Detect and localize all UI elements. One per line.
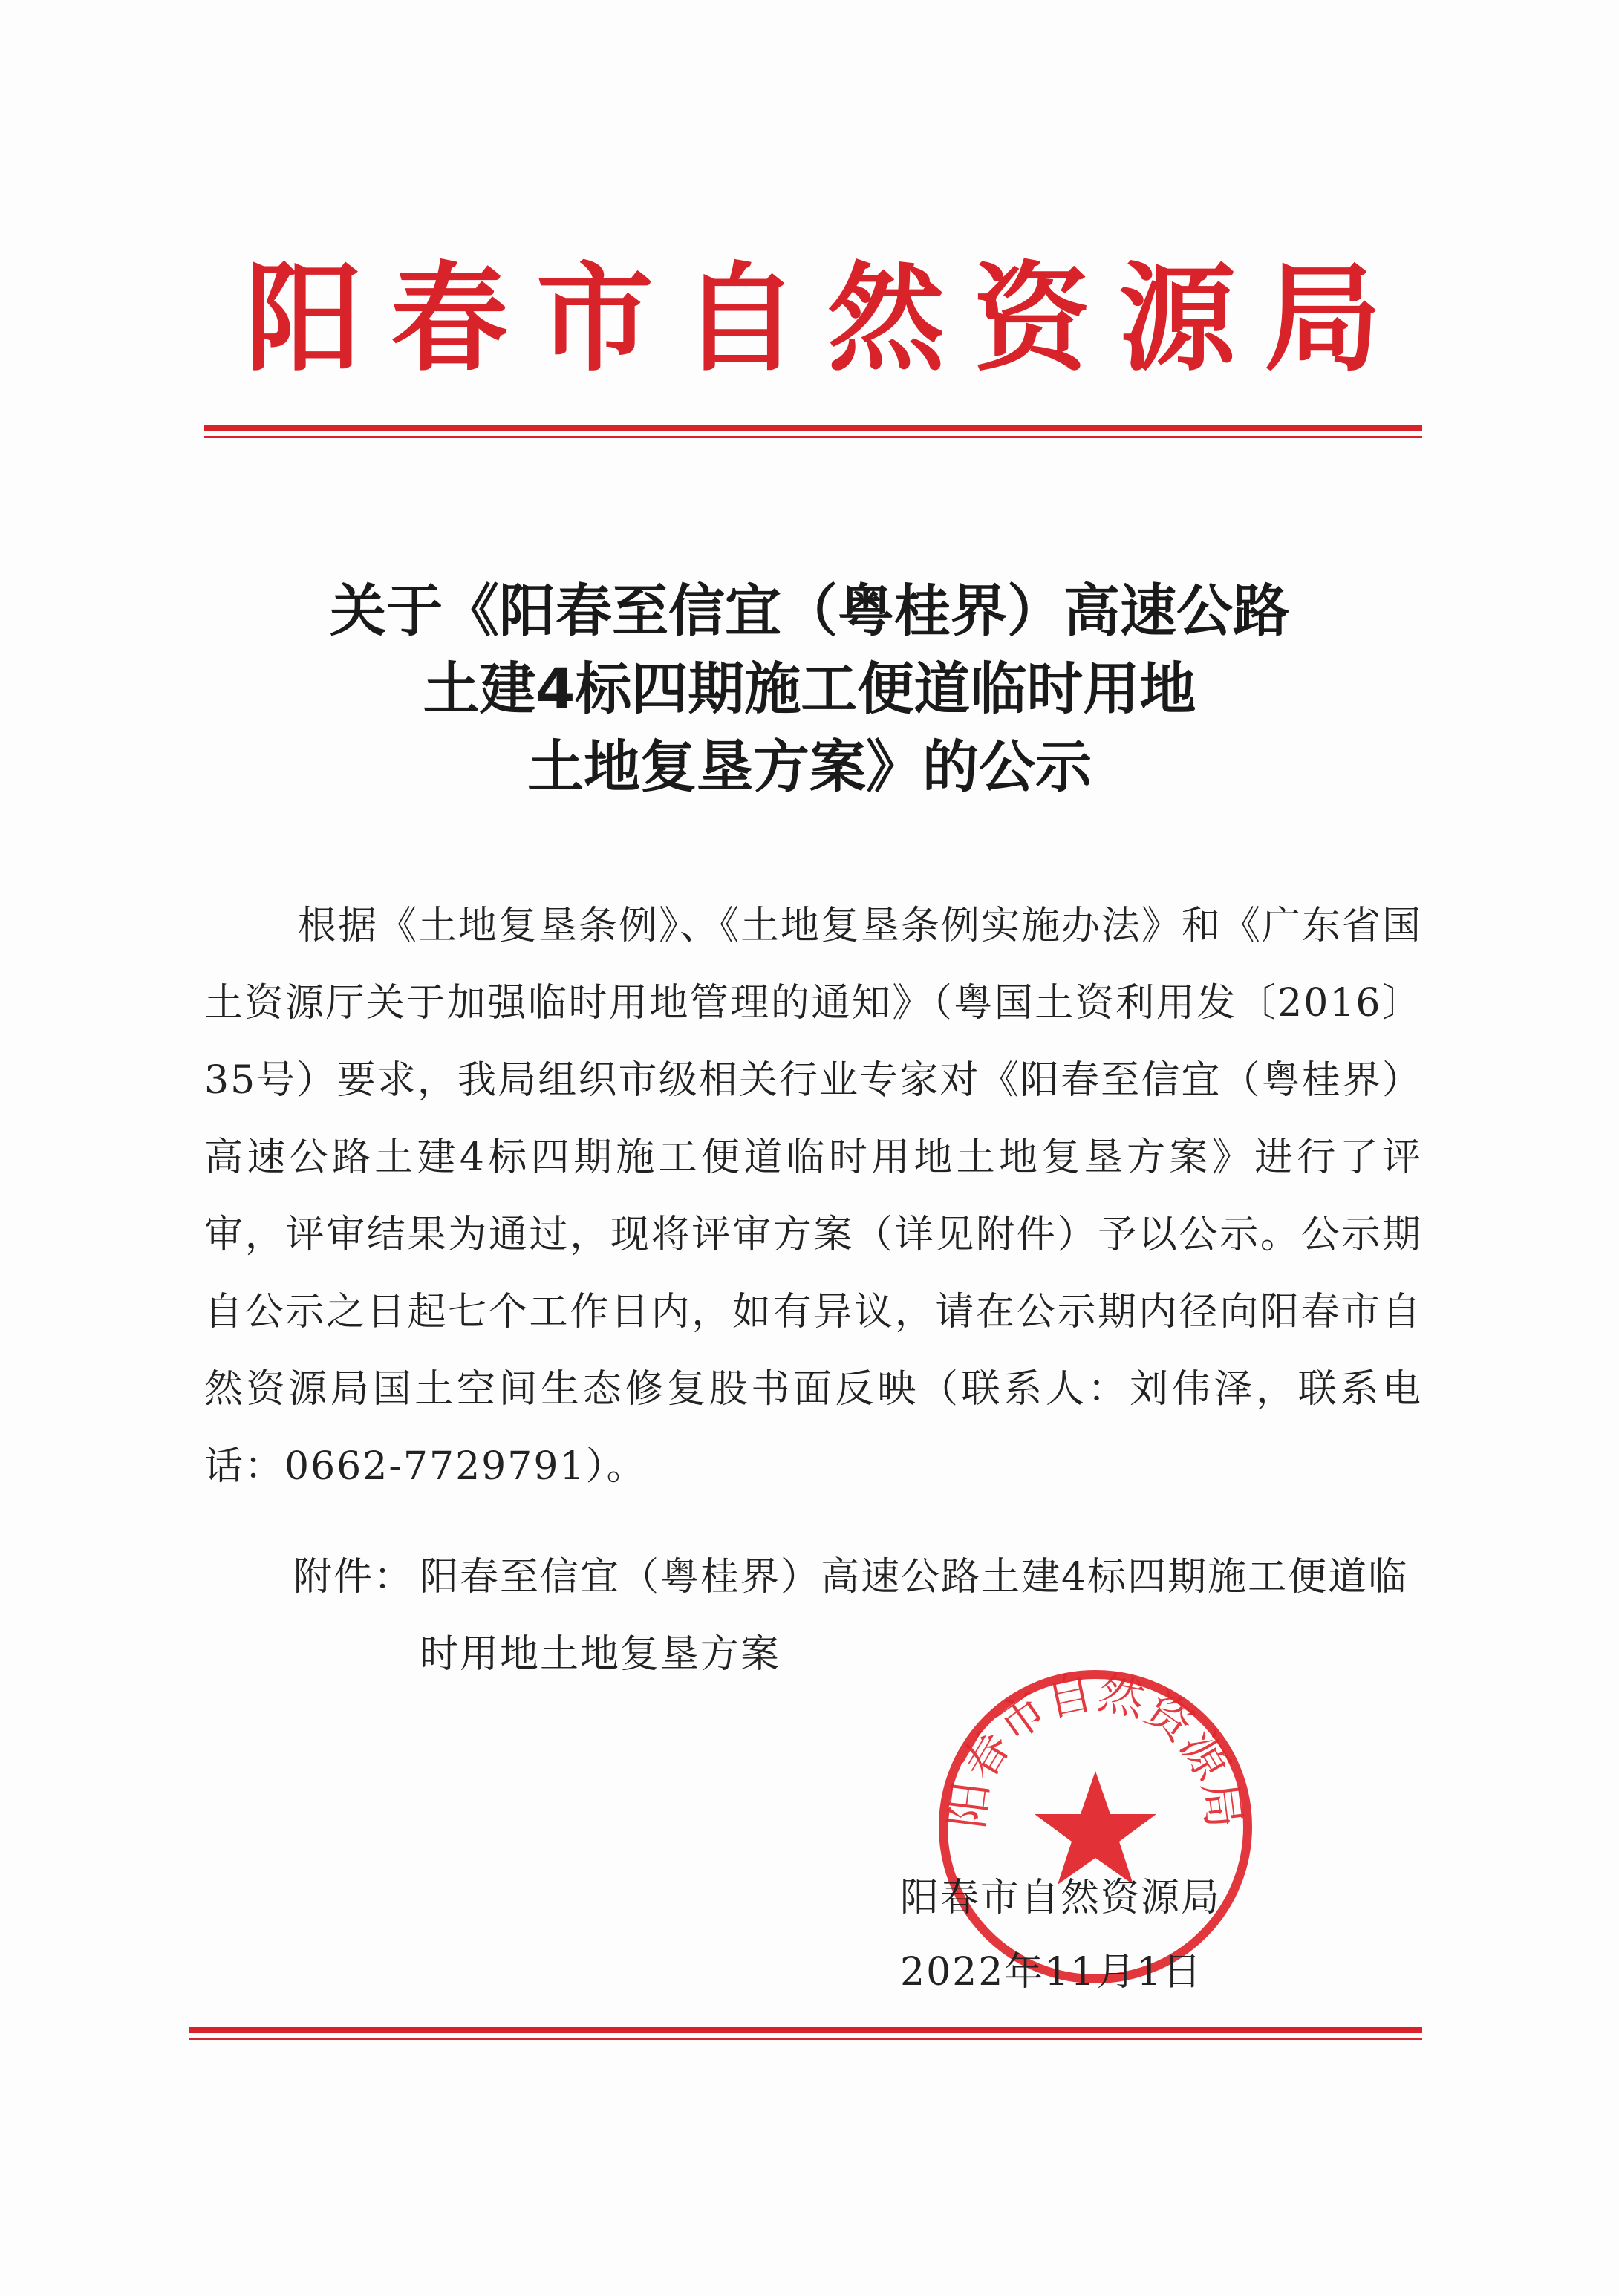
seal-graphic bbox=[932, 1663, 1259, 1990]
signature-date: 2022年11月1日 bbox=[900, 1950, 1203, 1995]
body-paragraph: 根据《土地复垦条例》、《土地复垦条例实施办法》和《广东省国土资源厅关于加强临时用地管理的通知》（粤国土资利用发〔2016〕35号）要求，我局组织市级相关行业专家对《阳春至信宜（粤桂界）高速公路土建4标四期施工便道临时用地土地复垦方案》进行了评审，评审结果为通过，现将评审方案（详见附件）予以公示。公示期自公示之日起七个工作日内，如有异议，请在公示期内径向阳春市自然资源局国土空间生态修复股书面反映（联系人：刘伟泽，联系电话：0662-7729791）。 bbox=[204, 904, 1423, 1489]
signature-organization: 阳春市自然资源局 bbox=[900, 1876, 1222, 1920]
document-title bbox=[178, 572, 1441, 806]
title-line-2: 土建4标四期施工便道临时用地 bbox=[423, 656, 1196, 722]
attachment-content: 阳春至信宜（粤桂界）高速公路土建4标四期施工便道临时用地土地复垦方案 bbox=[420, 1555, 1409, 1677]
attachment-label: 附件： bbox=[293, 1555, 414, 1599]
rule-thin-line bbox=[204, 436, 1422, 438]
letterhead-title: 阳春市自然资源局 bbox=[245, 250, 1410, 388]
footer-rule bbox=[189, 2027, 1422, 2040]
title-line-1: 关于《阳春至信宜（粤桂界）高速公路 bbox=[330, 578, 1289, 644]
rule-thick-line bbox=[204, 425, 1422, 431]
footer-rule-thin bbox=[189, 2038, 1422, 2040]
seal-text-path: 阳春市自然资源局 bbox=[939, 1664, 1252, 1831]
footer-rule-thick bbox=[189, 2027, 1422, 2033]
official-seal bbox=[932, 1663, 1259, 1990]
title-line-3: 土地复垦方案》的公示 bbox=[527, 734, 1092, 800]
